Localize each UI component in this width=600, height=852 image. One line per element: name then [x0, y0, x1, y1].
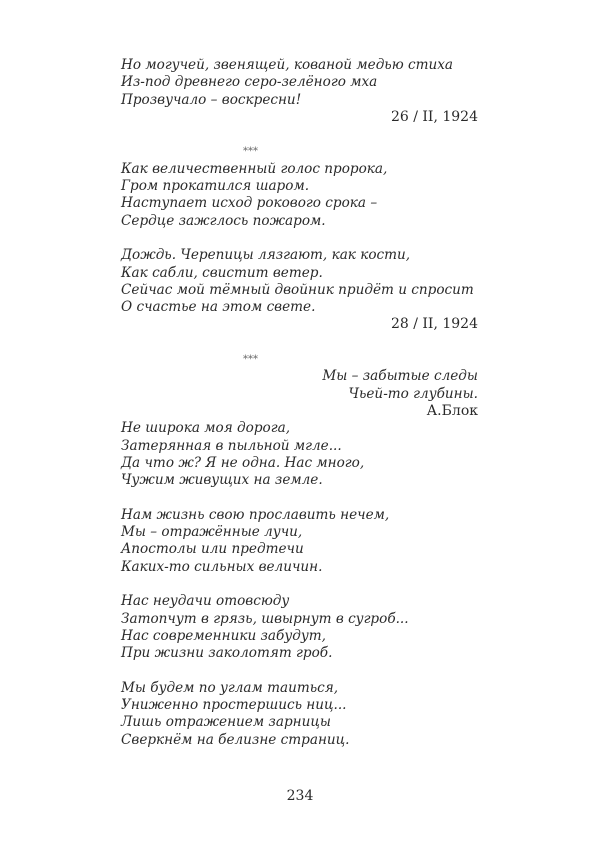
poem-1	[121, 57, 478, 126]
verse-line: Прозвучало – воскресни!	[121, 91, 302, 108]
verse-line: Как сабли, свистит ветер.	[121, 264, 323, 281]
section-separator: ***	[243, 146, 258, 158]
verse-line: Униженно простершись ниц...	[121, 696, 347, 713]
verse-line: Затопчут в грязь, швырнут в сугроб...	[121, 610, 409, 627]
verse-line: Гром прокатился шаром.	[121, 178, 310, 195]
verse-line: Мы будем по углам таиться,	[121, 679, 339, 696]
verse-line: Нас неудачи отовсюду	[121, 593, 290, 610]
verse-line: Наступает исход рокового срока –	[121, 195, 378, 212]
verse-line: Не широка моя дорога,	[121, 420, 291, 437]
verse-line: Апостолы или предтечи	[121, 541, 304, 558]
section-separator: ***	[243, 354, 258, 366]
poem-date: 28 / II, 1924	[390, 316, 478, 333]
verse-line: Каких-то сильных величин.	[121, 558, 323, 575]
verse-line: Лишь отражением зарницы	[121, 714, 331, 731]
verse-line: Да что ж? Я не одна. Нас много,	[121, 454, 365, 471]
verse-line: При жизни заколотят гроб.	[121, 645, 333, 662]
verse-line: Сверкнём на белизне страниц.	[121, 731, 350, 748]
verse-line: Как величественный голос пророка,	[121, 160, 388, 177]
page-text	[121, 57, 478, 749]
verse-line: Нас современники забудут,	[121, 627, 326, 644]
verse-line: О счастье на этом свете.	[121, 299, 316, 316]
epigraph-line: Мы – забытые следы	[322, 368, 478, 385]
poem-2	[121, 143, 478, 333]
verse-line: Но могучей, звенящей, кованой медью стиха	[121, 57, 454, 73]
verse-line: Чужим живущих на земле.	[121, 472, 323, 489]
verse-line: Сейчас мой тёмный двойник придёт и спросит	[121, 281, 474, 298]
page-number: 234	[286, 788, 314, 804]
epigraph-author: А.Блок	[426, 402, 478, 419]
epigraph-line: Чьей-то глубины.	[348, 385, 478, 402]
poem-date: 26 / II, 1924	[390, 108, 478, 125]
verse-line: Сердце зажглось пожаром.	[121, 212, 326, 229]
poem-3	[121, 351, 478, 749]
verse-line: Из-под древнего серо-зелёного мха	[121, 74, 378, 91]
verse-line: Нам жизнь свою прославить нечем,	[121, 506, 390, 523]
verse-line: Мы – отражённые лучи,	[121, 524, 303, 541]
verse-line: Дождь. Черепицы лязгают, как кости,	[121, 247, 411, 264]
verse-line: Затерянная в пыльной мгле...	[121, 437, 342, 454]
